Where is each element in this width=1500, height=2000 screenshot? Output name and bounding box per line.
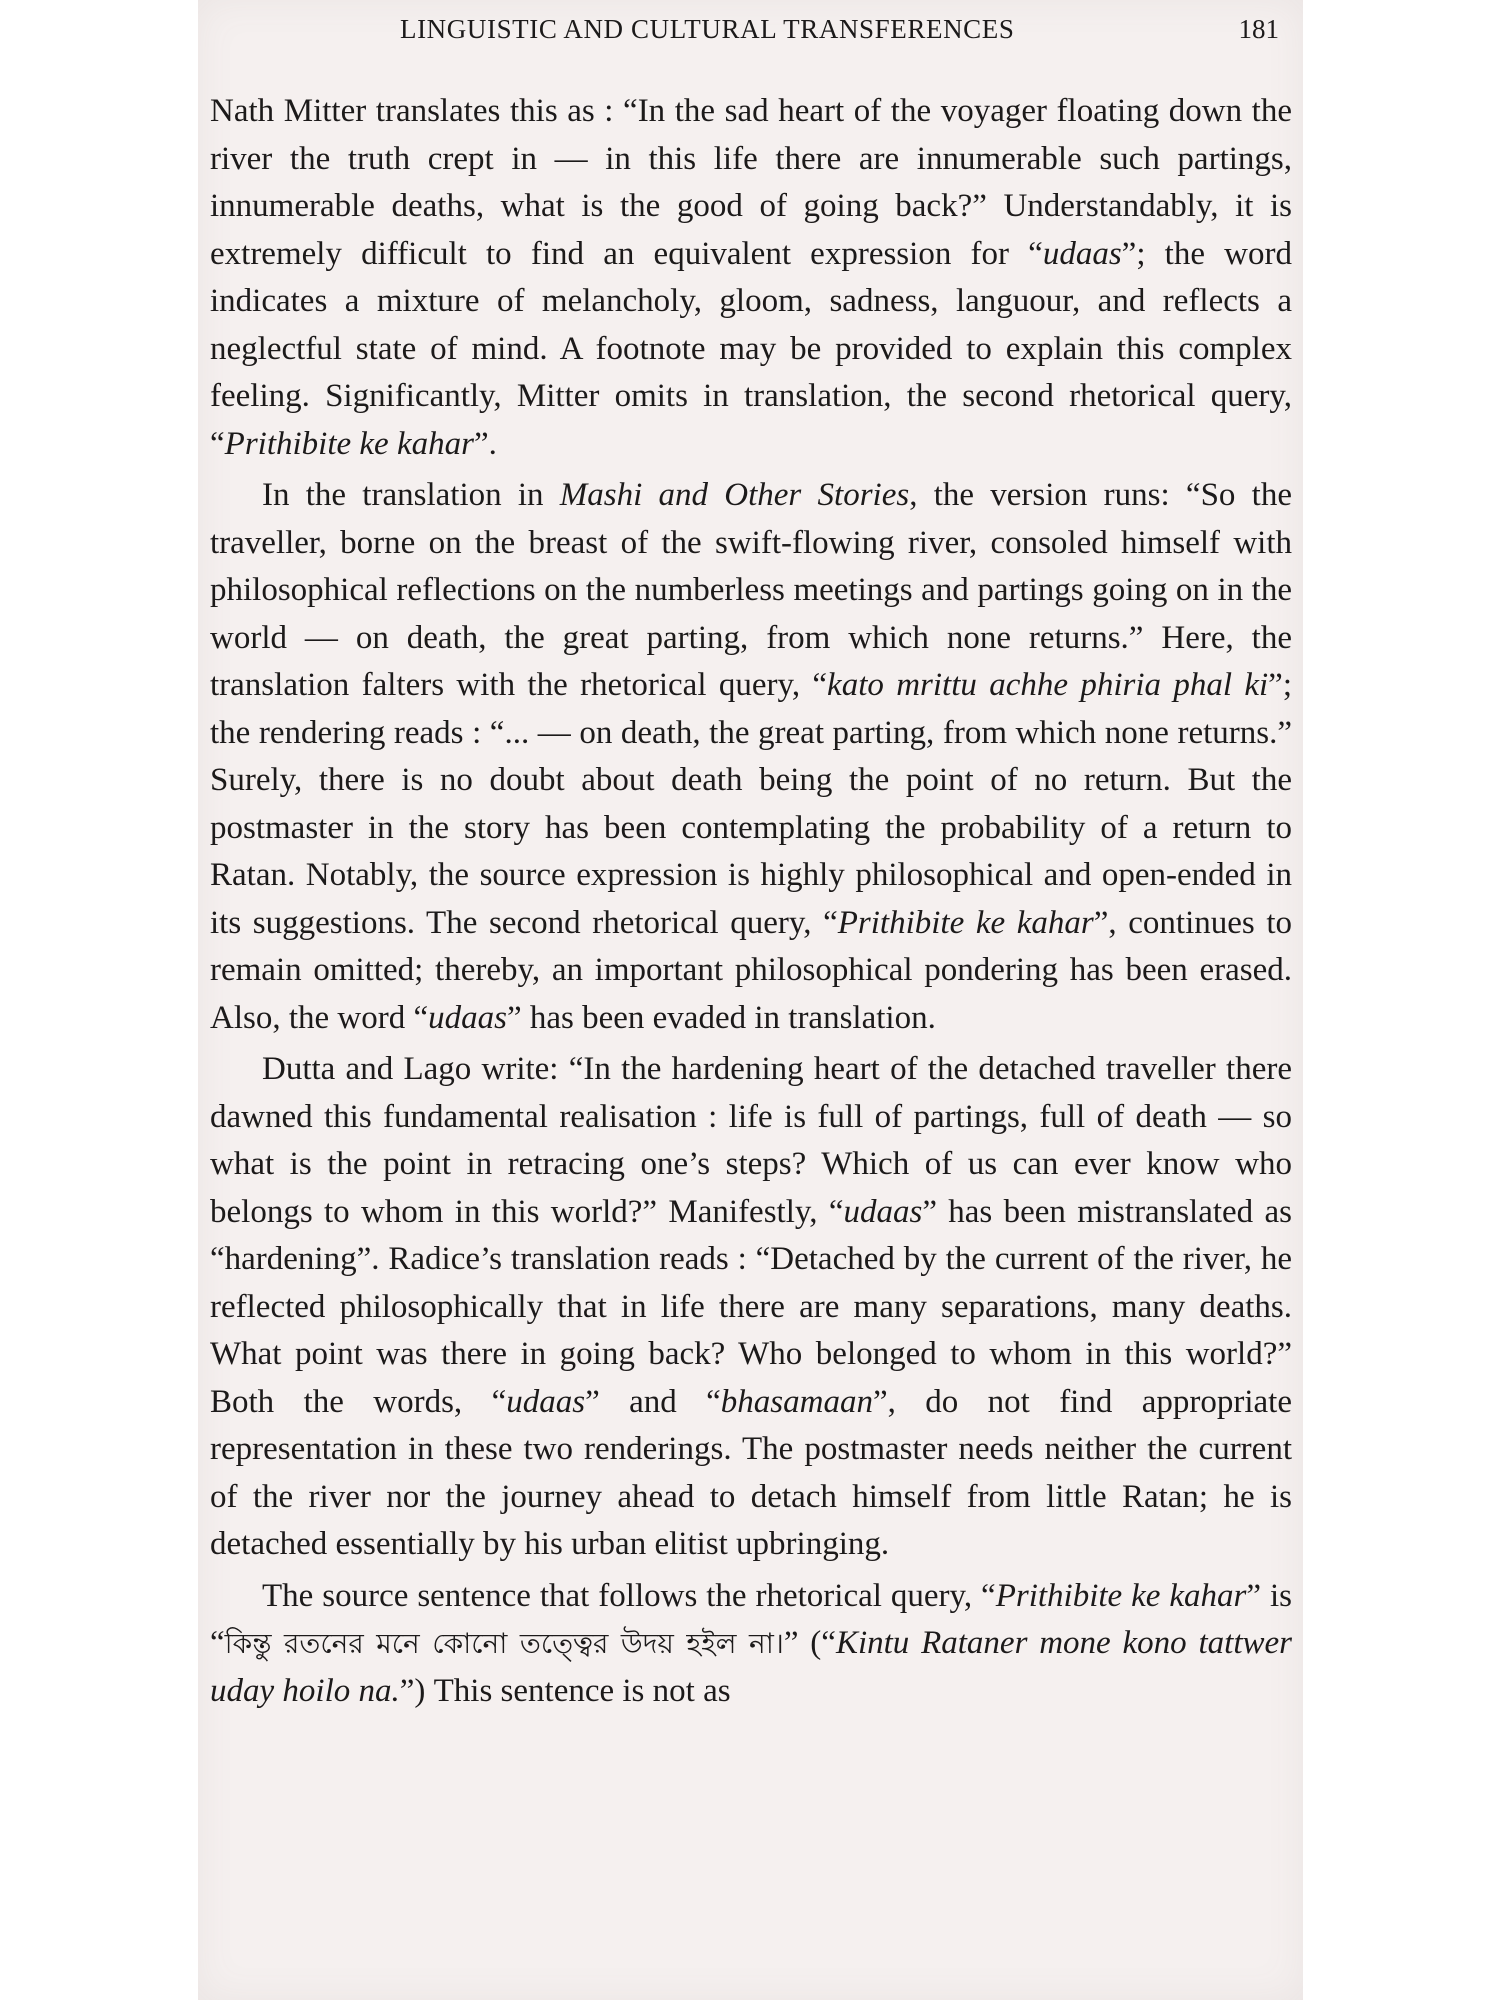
page-number: 181 [1238,14,1279,44]
text-run: ”; the word indicates a mixture of melancholy, gloom, sadness, languour, and reflects a neglectful state of mind. A footnote may be provided to explain this complex feeling. Significantly, Mitter omits in translation, the second rhetorical query, “ [210,235,1292,462]
paragraph-2 [210,472,1292,1042]
text-run: ”; the rendering reads : “... — on death, the great parting, from which none returns.” Surely, there is no doubt about death being the point of no return. But the postmaster in the story has been contemplating the probability of a return to Ratan. Notably, the source expression is highly philosophical and open-ended in its suggestions. The second rhetorical query, “ [210,667,1292,941]
text-run: ” is “ [210,1577,1292,1661]
body-text [210,88,1292,1719]
italic-term: udaas [428,999,507,1036]
italic-term: udaas [506,1383,586,1420]
paragraph-3 [210,1046,1292,1569]
paragraph-1 [210,88,1292,468]
text-run: ” and “ [585,1383,721,1420]
text-run: ”, continues to remain omitted; thereby, an important philosophical pondering has been erased. Also, the word “ [210,904,1293,1036]
italic-term: udaas [1042,235,1122,272]
italic-term: Kintu Rataner mone kono tattwer uday hoilo na. [210,1625,1292,1709]
italic-term: Prithibite ke kahar [837,904,1094,941]
italic-term: Prithibite ke kahar [224,425,474,462]
italic-term: Prithibite ke kahar [995,1577,1247,1614]
text-run: ” has been mistranslated as “hardening”. Radice’s translation reads : “Detached by the current of the river, he reflected philosophically that in life there are many separations, many deaths. What point was there in going back? Who belonged to whom in this world?” Both the words, “ [210,1193,1292,1420]
text-run: The source sentence that follows the rhetorical query, “ [262,1577,996,1614]
italic-term: Mashi and Other Stories [559,477,910,513]
italic-term: bhasamaan [720,1383,873,1420]
bengali-quote: কিন্তু রতনের মনে কোনো তত্ত্বের উদয় হইল না। [224,1627,784,1660]
running-head [198,14,1303,50]
text-run: Nath Mitter translates this as : “In the sad heart of the voyager floating down the river the truth crept in — in this life there are innumerable such partings, innumerable deaths, what is the good of going back?” Understandably, it is extremely difficult to find an equivalent expression for “ [210,93,1292,272]
text-run: Dutta and Lago write: “In the hardening heart of the detached traveller there dawned this fundamental realisation : life is full of partings, full of death — so what is the point in retracing one’s steps? Which of us can ever know who belongs to whom in this world?” Manifestly, “ [210,1051,1292,1230]
text-run: ”. [473,425,497,462]
running-head-title: LINGUISTIC AND CULTURAL TRANSFERENCES [400,14,1015,44]
text-run: ”, do not find appropriate representation in these two renderings. The postmaster needs neither the current of the river nor the journey ahead to detach himself from little Ratan; he is detached essentially by his urban elitist upbringing. [210,1383,1292,1562]
italic-term: udaas [843,1193,923,1230]
book-page [198,0,1303,2000]
paragraph-4 [210,1573,1292,1716]
text-run: In the translation in [262,477,560,513]
text-run: ”) This sentence is not as [399,1672,731,1709]
text-run: ” has been evaded in translation. [506,999,936,1036]
text-run: , the version runs: “So the traveller, borne on the breast of the swift-flowing river, consoled himself with philosophical reflections on the numberless meetings and partings going on in the world — on death, the great parting, from which none returns.” Here, the translation falters with the rhetorical query, “ [210,477,1292,703]
italic-term: kato mrittu achhe phiria phal ki [827,667,1269,703]
text-run: ” (“ [783,1625,836,1661]
